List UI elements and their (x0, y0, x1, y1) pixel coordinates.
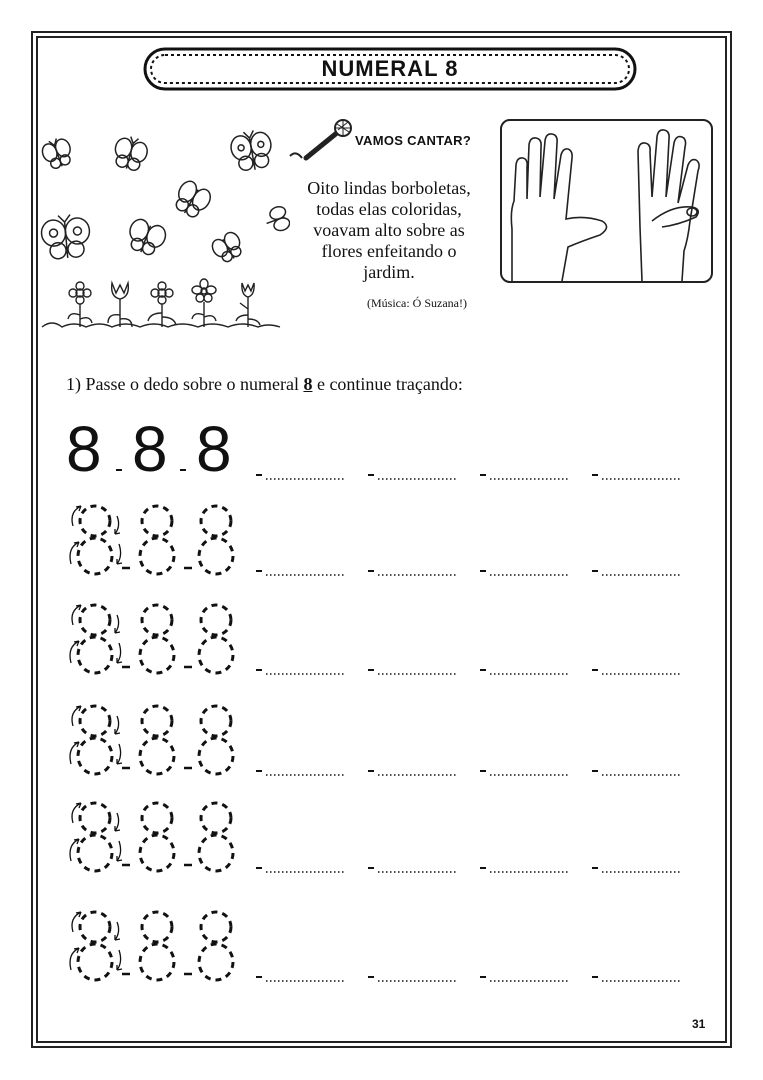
dashed-numeral-8 (140, 605, 174, 673)
dashed-numeral-8 (78, 605, 112, 673)
dashed-numeral-8 (199, 506, 233, 574)
dashed-numeral-8 (78, 706, 112, 774)
dashed-numeral-8 (199, 912, 233, 980)
solid-numeral: 8 (196, 413, 232, 485)
dashed-numeral-8 (199, 706, 233, 774)
instruction-numeral: 8 (303, 374, 313, 394)
dashed-numeral-8 (78, 506, 112, 574)
solid-numeral: 8 (66, 413, 102, 485)
song-line: voavam alto sobre as (313, 220, 465, 240)
song-line: flores enfeitando o (321, 241, 457, 261)
page-number: 31 (692, 1017, 706, 1031)
dashed-numeral-8 (140, 506, 174, 574)
instruction-prefix: 1) Passe o dedo sobre o numeral (66, 374, 304, 394)
dashed-numeral-8 (199, 803, 233, 871)
song-line: todas elas coloridas, (316, 199, 462, 219)
sing-heading: VAMOS CANTAR? (355, 133, 472, 148)
song-credit: (Música: Ó Suzana!) (367, 296, 467, 310)
dashed-numeral-8 (140, 803, 174, 871)
dashed-numeral-8 (140, 706, 174, 774)
solid-numeral: 8 (132, 413, 168, 485)
instruction-suffix: e continue traçando: (312, 374, 463, 394)
song-line: jardim. (363, 262, 415, 282)
dashed-numeral-8 (199, 605, 233, 673)
dashed-numeral-8 (78, 912, 112, 980)
dashed-numeral-8 (140, 912, 174, 980)
page-title: NUMERAL 8 (321, 56, 459, 81)
dashed-numeral-8 (78, 803, 112, 871)
song-line: Oito lindas borboletas, (307, 178, 471, 198)
